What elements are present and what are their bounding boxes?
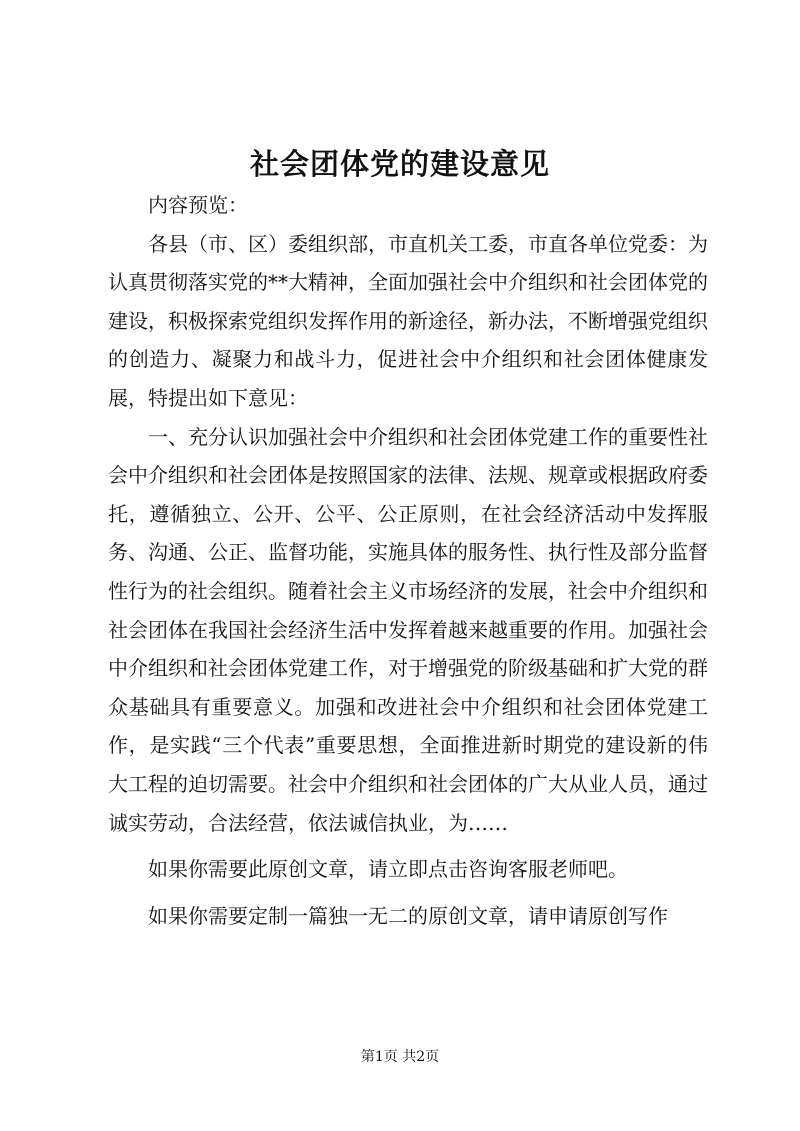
document-body bbox=[108, 186, 708, 935]
preview-label: 内容预览： bbox=[148, 193, 248, 217]
paragraph-intro: 各县（市、区）委组织部，市直机关工委，市直各单位党委：为认真贯彻落实党的**大精神，全面加强社会中介组织和社会团体党的建设，积极探索党组织发挥作用的新途径，新办法，不断增强党组织的创造力、凝聚力和战斗力，促进社会中介组织和社会团体健康发展，特提出如下意见： bbox=[108, 231, 708, 410]
paragraph-consult-notice: 如果你需要此原创文章，请立即点击咨询客服老师吧。 bbox=[148, 857, 628, 882]
document-title: 社会团体党的建设意见 bbox=[249, 147, 550, 181]
paragraph-custom-notice: 如果你需要定制一篇独一无二的原创文章，请申请原创写作 bbox=[148, 903, 668, 928]
paragraph-section-one: 一、充分认识加强社会中介组织和社会团体党建工作的重要性社会中介组织和社会团体是按照国家的法律、法规、规章或根据政府委托，遵循独立、公开、公平、公正原则，在社会经济活动中发挥服务、沟通、公正、监督功能，实施具体的服务性、执行性及部分监督性行为的社会组织。随着社会主义市场经济的发展，社会中介组织和社会团体在我国社会经济生活中发挥着越来越重要的作用。加强社会中介组织和社会团体党建工作，对于增强党的阶级基础和扩大党的群众基础具有重要意义。加强和改进社会中介组织和社会团体党建工作，是实践“三个代表”重要思想，全面推进新时期党的建设新的伟大工程的迫切需要。社会中介组织和社会团体的广大从业人员，通过诚实劳动，合法经营，依法诚信执业，为…… bbox=[108, 424, 708, 835]
page-footer: 第1页 共2页 bbox=[360, 1049, 440, 1065]
